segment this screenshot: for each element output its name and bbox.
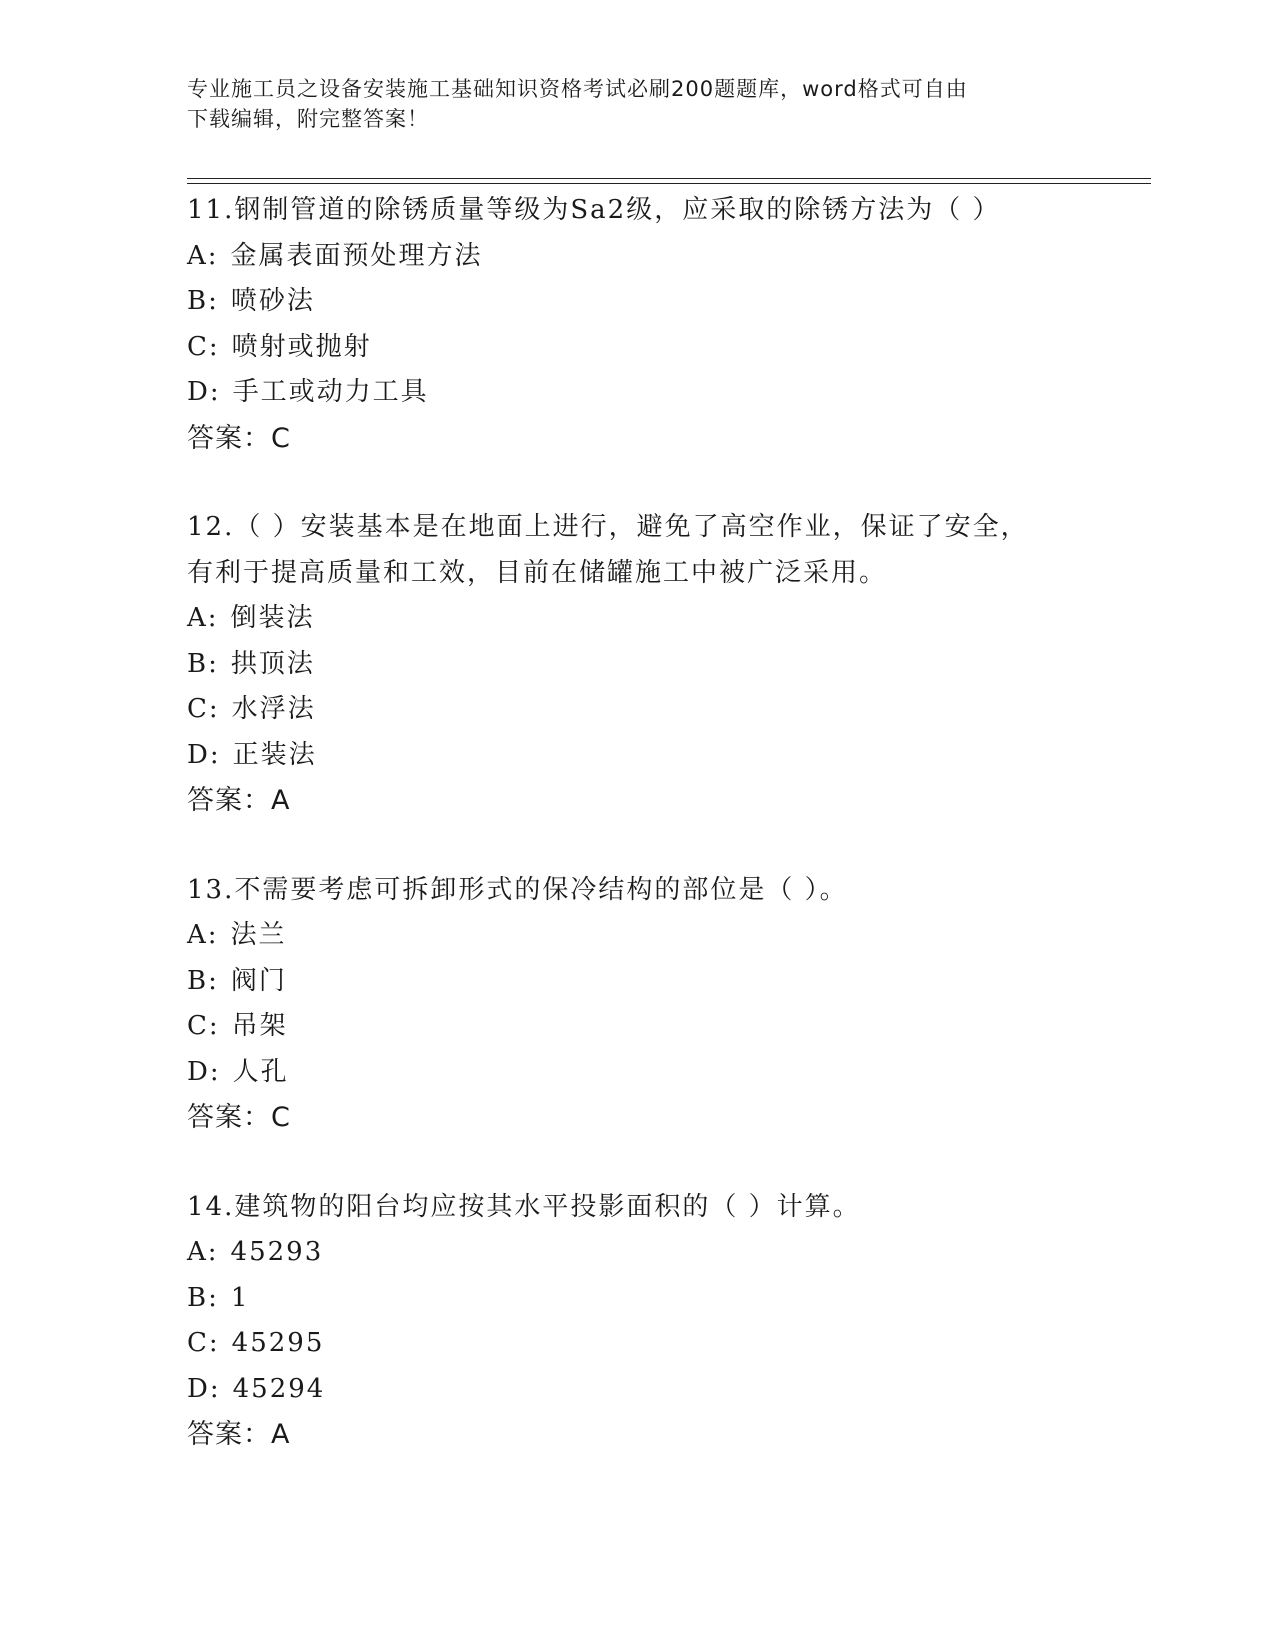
question-11 xyxy=(187,188,1151,461)
option-c xyxy=(187,325,1151,371)
option-b xyxy=(187,642,1151,688)
option-d xyxy=(187,733,1151,779)
option-letter: C xyxy=(187,1011,209,1041)
option-separator: : xyxy=(209,377,221,407)
header-divider-top xyxy=(187,178,1151,179)
option-text: 法兰 xyxy=(230,920,287,950)
option-letter: A xyxy=(187,1237,208,1267)
option-letter: D xyxy=(187,1373,210,1404)
question-stem-line: 有利于提高质量和工效，目前在储罐施工中被广泛采用。 xyxy=(187,557,888,588)
option-a xyxy=(187,913,1151,959)
option-text: 吊架 xyxy=(231,1011,288,1041)
option-text: 人孔 xyxy=(232,1056,289,1087)
option-d xyxy=(187,1050,1151,1096)
question-stem-line: 12.（ ）安装基本是在地面上进行，避免了高空作业，保证了安全， xyxy=(187,512,1029,542)
option-letter: D xyxy=(187,739,210,770)
option-text: 阀门 xyxy=(230,965,287,996)
option-text: 45295 xyxy=(231,1328,325,1358)
option-text: 水浮法 xyxy=(231,694,316,724)
answer-line: 答案：C xyxy=(187,1102,291,1133)
option-separator: : xyxy=(208,965,219,996)
option-text: 倒装法 xyxy=(230,603,315,633)
question-12 xyxy=(187,505,1151,824)
option-letter: A xyxy=(187,240,208,271)
option-text: 喷砂法 xyxy=(230,286,315,316)
question-stem-line: 11.钢制管道的除锈质量等级为Sa2级，应采取的除锈方法为（ ） xyxy=(187,195,1001,225)
option-separator: : xyxy=(208,694,220,724)
option-letter: B xyxy=(187,286,209,316)
answer-line: 答案：A xyxy=(187,1419,291,1450)
header-divider-bottom xyxy=(187,183,1151,184)
option-letter: B xyxy=(187,965,209,996)
option-b xyxy=(187,279,1151,325)
option-letter: B xyxy=(187,1282,209,1313)
option-separator: : xyxy=(208,1011,220,1041)
option-letter: A xyxy=(187,920,208,950)
option-separator: : xyxy=(209,739,221,770)
option-c xyxy=(187,1004,1151,1050)
option-a xyxy=(187,1230,1151,1276)
option-b xyxy=(187,1276,1151,1322)
question-13 xyxy=(187,868,1151,1141)
option-letter: D xyxy=(187,377,210,407)
document-header xyxy=(187,74,1067,134)
question-stem-line: 14.建筑物的阳台均应按其水平投影面积的（ ）计算。 xyxy=(187,1191,861,1222)
option-separator: : xyxy=(207,920,219,950)
option-c xyxy=(187,1321,1151,1367)
option-text: 45293 xyxy=(230,1237,324,1267)
option-text: 45294 xyxy=(232,1373,326,1404)
option-separator: : xyxy=(207,603,219,633)
header-title-line-1: 专业施工员之设备安装施工基础知识资格考试必刷200题题库，word格式可自由 xyxy=(187,77,968,101)
option-d xyxy=(187,370,1151,416)
option-d xyxy=(187,1367,1151,1413)
option-c xyxy=(187,687,1151,733)
answer-line: 答案：C xyxy=(187,422,291,454)
option-b xyxy=(187,959,1151,1005)
question-stem-line: 13.不需要考虑可拆卸形式的保冷结构的部位是（ ）。 xyxy=(187,874,848,905)
option-letter: A xyxy=(187,603,208,633)
option-text: 1 xyxy=(230,1282,250,1313)
option-letter: C xyxy=(187,694,209,724)
option-separator: : xyxy=(208,1282,219,1313)
option-separator: : xyxy=(208,648,219,679)
option-a xyxy=(187,234,1151,280)
header-title-line-2: 下载编辑，附完整答案！ xyxy=(187,107,429,131)
option-text: 正装法 xyxy=(232,739,317,770)
option-letter: C xyxy=(187,1328,209,1358)
option-separator: : xyxy=(209,1373,221,1404)
option-separator: : xyxy=(209,1056,221,1087)
question-list xyxy=(187,188,1151,1502)
option-text: 手工或动力工具 xyxy=(232,377,429,407)
option-letter: D xyxy=(187,1056,210,1087)
question-14 xyxy=(187,1185,1151,1458)
option-text: 喷射或抛射 xyxy=(231,331,372,362)
option-separator: : xyxy=(208,286,219,316)
option-letter: B xyxy=(187,648,209,679)
option-separator: : xyxy=(208,1328,220,1358)
answer-line: 答案：A xyxy=(187,785,291,816)
option-separator: : xyxy=(207,240,219,271)
option-a xyxy=(187,596,1151,642)
option-text: 金属表面预处理方法 xyxy=(230,240,483,271)
option-separator: : xyxy=(208,331,220,362)
option-separator: : xyxy=(207,1237,219,1267)
option-text: 拱顶法 xyxy=(230,648,315,679)
option-letter: C xyxy=(187,331,209,362)
